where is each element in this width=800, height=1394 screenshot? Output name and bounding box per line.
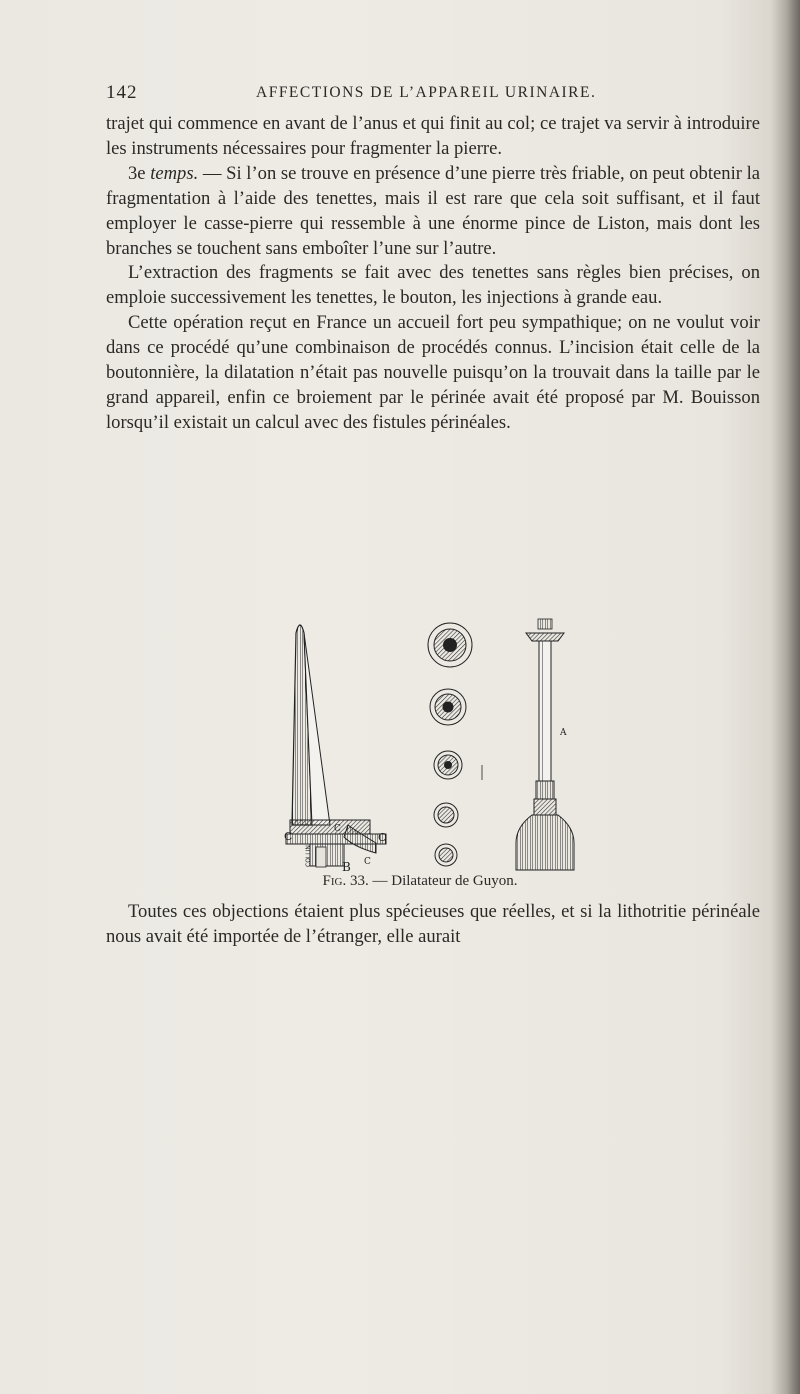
label-c-left: C [284,830,293,843]
figure-label-b-holder [330,858,370,874]
bottom-text [106,900,760,950]
dilator-instrument [284,625,386,867]
paragraph-2: 3e temps. — Si l’on se trouve en présence d’une pierre très friable, on peut obtenir la fragmentation à l’aide des tenettes, mais il est rare que cela soit suffisant, et il faut employer le casse-pierre qui ressemble à une énorme pince de Liston, mais dont les branches se touchent sans emboîter l’une sur l’autre. [106,162,760,259]
paragraph-3: L’extraction des fragments se fait avec des tenettes sans règles bien précises, on emploie successivement les tenettes, le bouton, les injections à grande eau. [106,262,760,309]
maker-stamp: COLLIN [305,845,312,867]
figure-number: Fig. 33. [322,873,369,889]
label-b: B [342,860,351,874]
paragraph-5: Toutes ces objections étaient plus spécieuses que réelles, et si la lithotritie périnéale nous avait été importée de l’étranger, elle aurait [106,901,760,947]
step-label: temps. [150,162,199,184]
page-number: 142 [106,82,138,103]
label-c-bottom: C [364,857,371,867]
dilator-illustration [284,615,590,870]
label-c-inner: C [334,824,341,834]
label-c-right: C [378,831,387,844]
paragraph-1: trajet qui commence en avant de l’anus et qui finit au col; ce trajet va servir à introduire les instruments nécessaires pour fragmenter la pierre. [106,113,760,159]
label-a: A [560,728,567,738]
figure-caption [0,873,800,890]
running-head-title: AFFECTIONS DE L’APPAREIL URINAIRE. [256,84,597,101]
olive-tips [428,623,482,866]
running-head [106,82,760,108]
figure-caption-text: — Dilatateur de Guyon. [368,873,518,889]
step-number: 3e [128,162,151,184]
paragraph-4: Cette opération reçut en France un accueil fort peu sympathique; on ne voulut voir dans ce procédé qu’une combinaison de procédés connus. L’incision était celle de la boutonnière, la dilatation n’était pas nouvelle puisqu’on la trouvait dans la taille par le grand appareil, enfin ce broiement par le périnée avait été proposé par M. Bouisson lorsqu’il existait un calcul avec des fistules périnéales. [106,312,760,433]
page-edge-shadow [770,0,800,1394]
body-text [106,112,760,436]
sound-instrument [516,619,574,870]
